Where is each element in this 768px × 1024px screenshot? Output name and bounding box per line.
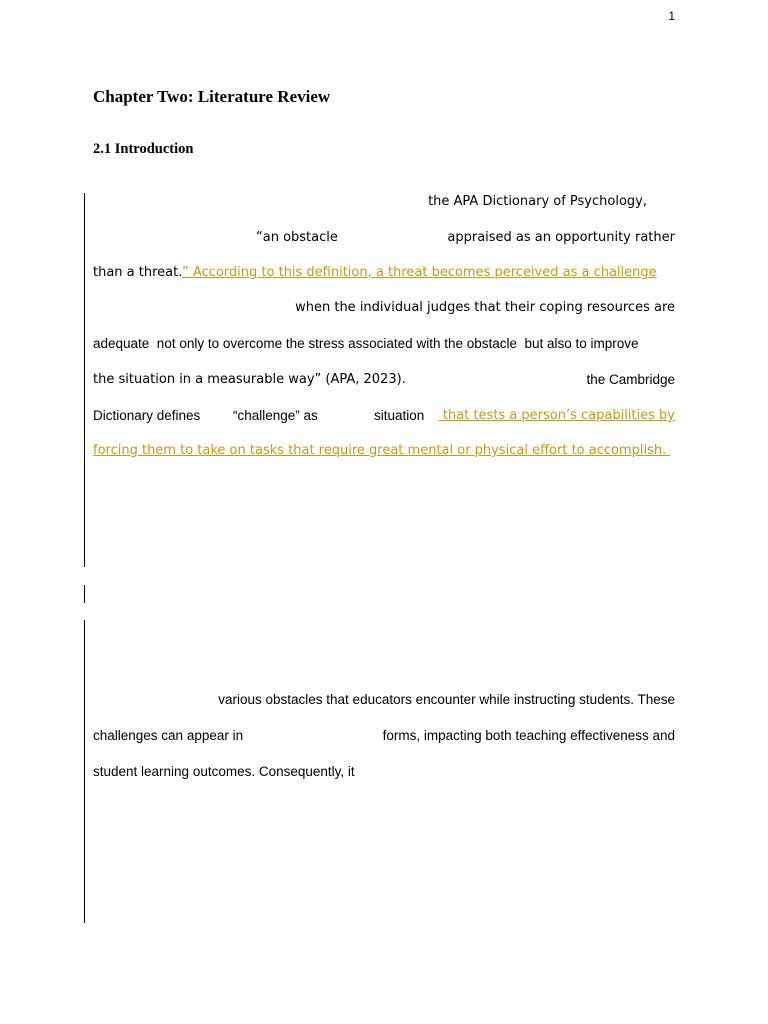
text-segment: appraised as an opportunity rather xyxy=(447,230,675,245)
paragraph-line xyxy=(93,228,675,248)
paragraph-line xyxy=(93,726,675,746)
text-segment: forms, impacting both teaching effectiveness and xyxy=(382,728,675,743)
text-segment: the APA Dictionary of Psychology, xyxy=(428,194,647,209)
paragraph-line xyxy=(93,690,675,710)
text-segment: Dictionary defines xyxy=(93,408,201,423)
text-segment: than a threat. xyxy=(93,265,183,280)
text-segment: when the individual judges that their coping resources are xyxy=(295,300,675,315)
text-segment: the situation in a measurable way” (APA, 2023). xyxy=(93,372,406,387)
paragraph-line xyxy=(93,298,675,318)
page-number: 1 xyxy=(668,9,675,23)
inserted-text: that tests a person’s capabilities by xyxy=(438,408,675,423)
paragraph-line xyxy=(93,370,675,390)
text-segment: “an obstacle xyxy=(256,230,338,245)
text-segment: the Cambridge xyxy=(586,372,675,387)
change-bar xyxy=(84,585,85,603)
paragraph-line xyxy=(93,441,675,461)
chapter-title: Chapter Two: Literature Review xyxy=(93,87,331,106)
change-bar xyxy=(84,193,85,567)
change-bar xyxy=(84,620,85,923)
paragraph-line xyxy=(93,192,675,212)
text-segment: situation xyxy=(374,408,425,423)
paragraph-line xyxy=(93,334,675,354)
text-segment: student learning outcomes. Consequently, it xyxy=(93,764,355,779)
paragraph-line xyxy=(93,762,675,782)
section-heading: 2.1 Introduction xyxy=(93,141,194,157)
text-segment: various obstacles that educators encounter while instructing students. These xyxy=(218,692,675,707)
paragraph-line xyxy=(93,406,675,426)
text-segment: challenges can appear in xyxy=(93,728,244,743)
paragraph-line xyxy=(93,263,675,283)
inserted-text: ” According to this definition, a threat becomes perceived as a challenge xyxy=(182,265,657,280)
text-segment: adequate not only to overcome the stress associated with the obstacle but also to improve xyxy=(93,336,639,351)
text-segment: “challenge” as xyxy=(233,408,318,423)
inserted-text: forcing them to take on tasks that require great mental or physical effort to accomplish. xyxy=(93,443,671,458)
